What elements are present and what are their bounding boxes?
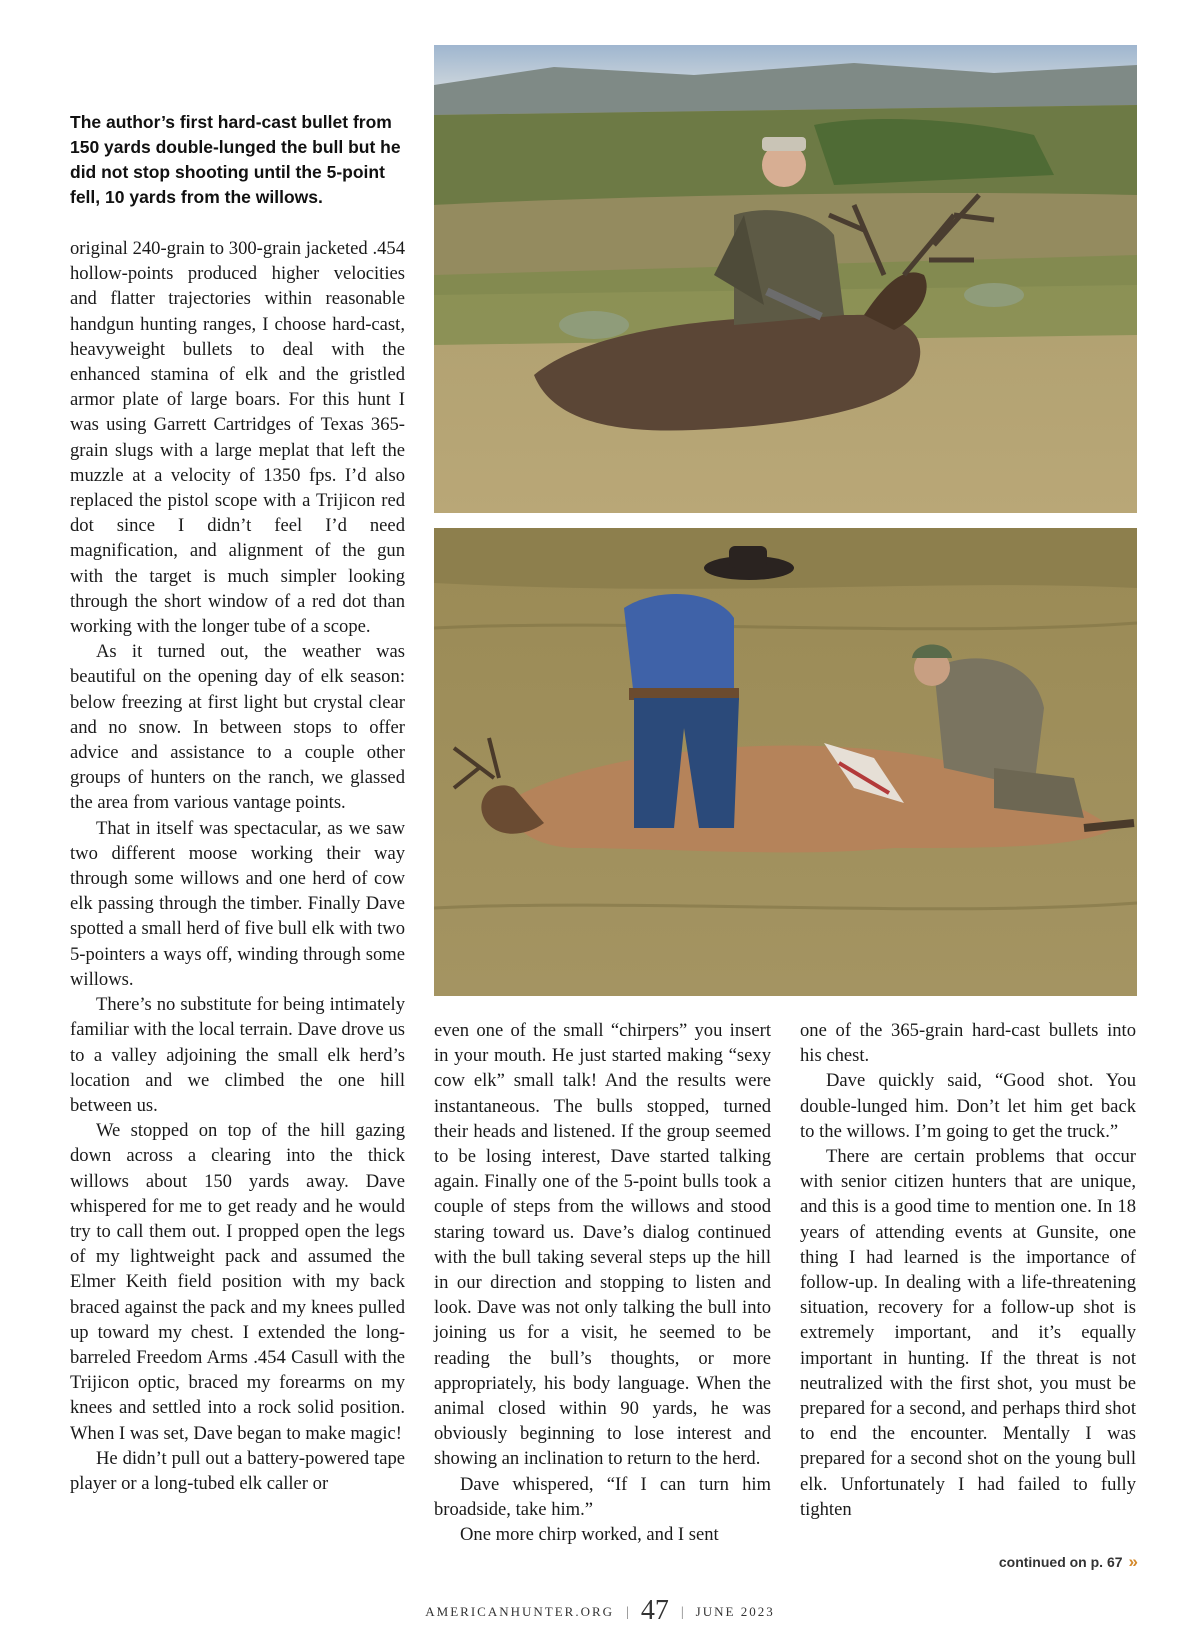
paragraph: One more chirp worked, and I sent [460, 1524, 719, 1546]
paragraph: original 240-grain to 300-grain jacketed .454 hollow-points produced higher velocities and flatter trajectories within reasonable handgun hunting ranges, I choose hard-cast, heavyweight bullets to deal with the enhanced stamina of elk and the gristled armor plate of large boars. For this hunt I was using Garrett Cartridges of Texas 365-grain slugs with a large meplat that left the muzzle at a velocity of 1350 fps. I’d also replaced the pistol scope with a Trijicon red dot since I didn’t feel I’d need magnification, and alignment of the gun with the target is much simpler looking through the short window of a red dot than working with the longer tube of a scope. [70, 238, 405, 638]
paragraph: one of the 365-grain hard-cast bullets into his chest. [800, 1020, 1136, 1067]
page-number: 47 [640, 1595, 669, 1626]
footer-site: AMERICANHUNTER.ORG [425, 1604, 615, 1619]
article-column-1 [70, 236, 405, 1496]
paragraph: That in itself was spectacular, as we saw two different moose working their way through some willows and one herd of cow elk passing through the timber. Finally Dave spotted a small herd of five bull elk with two 5-pointers a ways off, winding through some willows. [70, 817, 405, 990]
paragraph: Dave whispered, “If I can turn him broadside, take him.” [434, 1473, 771, 1520]
paragraph: even one of the small “chirpers” you insert in your mouth. He just started making “sexy cow elk” small talk! And the results were instantaneous. The bulls stopped, turned their heads and listened. If the group seemed to be losing interest, Dave started talking again. Finally one of the 5-point bulls took a couple of steps from the willows and stood staring toward us. Dave’s dialog continued with the bull taking several steps up the hill in our direction and stopping to listen and look. Dave was not only talking the bull into joining us for a visit, he seemed to be reading the bull’s thoughts, or more appropriately, his body language. When the animal closed within 90 yards, he was obviously beginning to lose interest and showing an inclination to return to the herd. [434, 1020, 771, 1470]
photo-field-dressing-elk-image [434, 528, 1137, 996]
page-footer [0, 1595, 1200, 1627]
photo-field-dressing-elk [434, 528, 1137, 996]
continued-text: continued on p. 67 [998, 1554, 1123, 1570]
photo-hunter-with-elk [434, 45, 1137, 513]
footer-divider: | [680, 1605, 684, 1620]
paragraph: As it turned out, the weather was beautiful on the opening day of elk season: below freezing at first light but crystal clear and no snow. In between stops to offer advice and assistance to a couple other groups of hunters on the ranch, we glassed the area from various vantage points. [70, 641, 405, 814]
continued-arrow-icon: » [1128, 1552, 1138, 1571]
paragraph: There are certain problems that occur with senior citizen hunters that are unique, and this is a good time to mention one. In 18 years of attending events at Gunsite, one thing I had learned is the importance of follow-up. In dealing with a life-threatening situation, recovery for a follow-up shot is extremely important, and it’s equally important in hunting. If the threat is not neutralized with the first shot, you must be prepared for a second, and perhaps third shot to end the encounter. Mentally I was prepared for a second shot on the young bull elk. Unfortunately I had failed to fully tighten [800, 1146, 1136, 1520]
paragraph: Dave quickly said, “Good shot. You double-lunged him. Don’t let him get back to the willows. I’m going to get the truck.” [800, 1070, 1136, 1142]
photo-caption: The author’s first hard-cast bullet from 150 yards double-lunged the bull but he did not stop shooting until the 5-point fell, 10 yards from the willows. [70, 112, 401, 207]
paragraph: We stopped on top of the hill gazing down across a clearing into the thick willows about 150 yards away. Dave whispered for me to get ready and he would try to call them out. I propped open the legs of my lightweight pack and assumed the Elmer Keith field position with my back braced against the pack and my knees pulled up toward my chest. I extended the long-barreled Freedom Arms .454 Casull with the Trijicon optic, braced my forearms on my knees and settled into a rock solid position. When I was set, Dave began to make magic! [70, 1120, 405, 1444]
article-column-3 [800, 1018, 1136, 1522]
continued-link[interactable] [999, 1552, 1138, 1572]
footer-date: JUNE 2023 [695, 1604, 775, 1619]
article-column-2 [434, 1018, 771, 1547]
footer-divider: | [626, 1605, 629, 1620]
paragraph: He didn’t pull out a battery-powered tape player or a long-tubed elk caller or [70, 1447, 405, 1494]
paragraph: There’s no substitute for being intimately familiar with the local terrain. Dave drove us to a valley adjoining the small elk herd’s location and we climbed the one hill between us. [70, 994, 405, 1116]
photo-hunter-with-elk-image [434, 45, 1137, 513]
